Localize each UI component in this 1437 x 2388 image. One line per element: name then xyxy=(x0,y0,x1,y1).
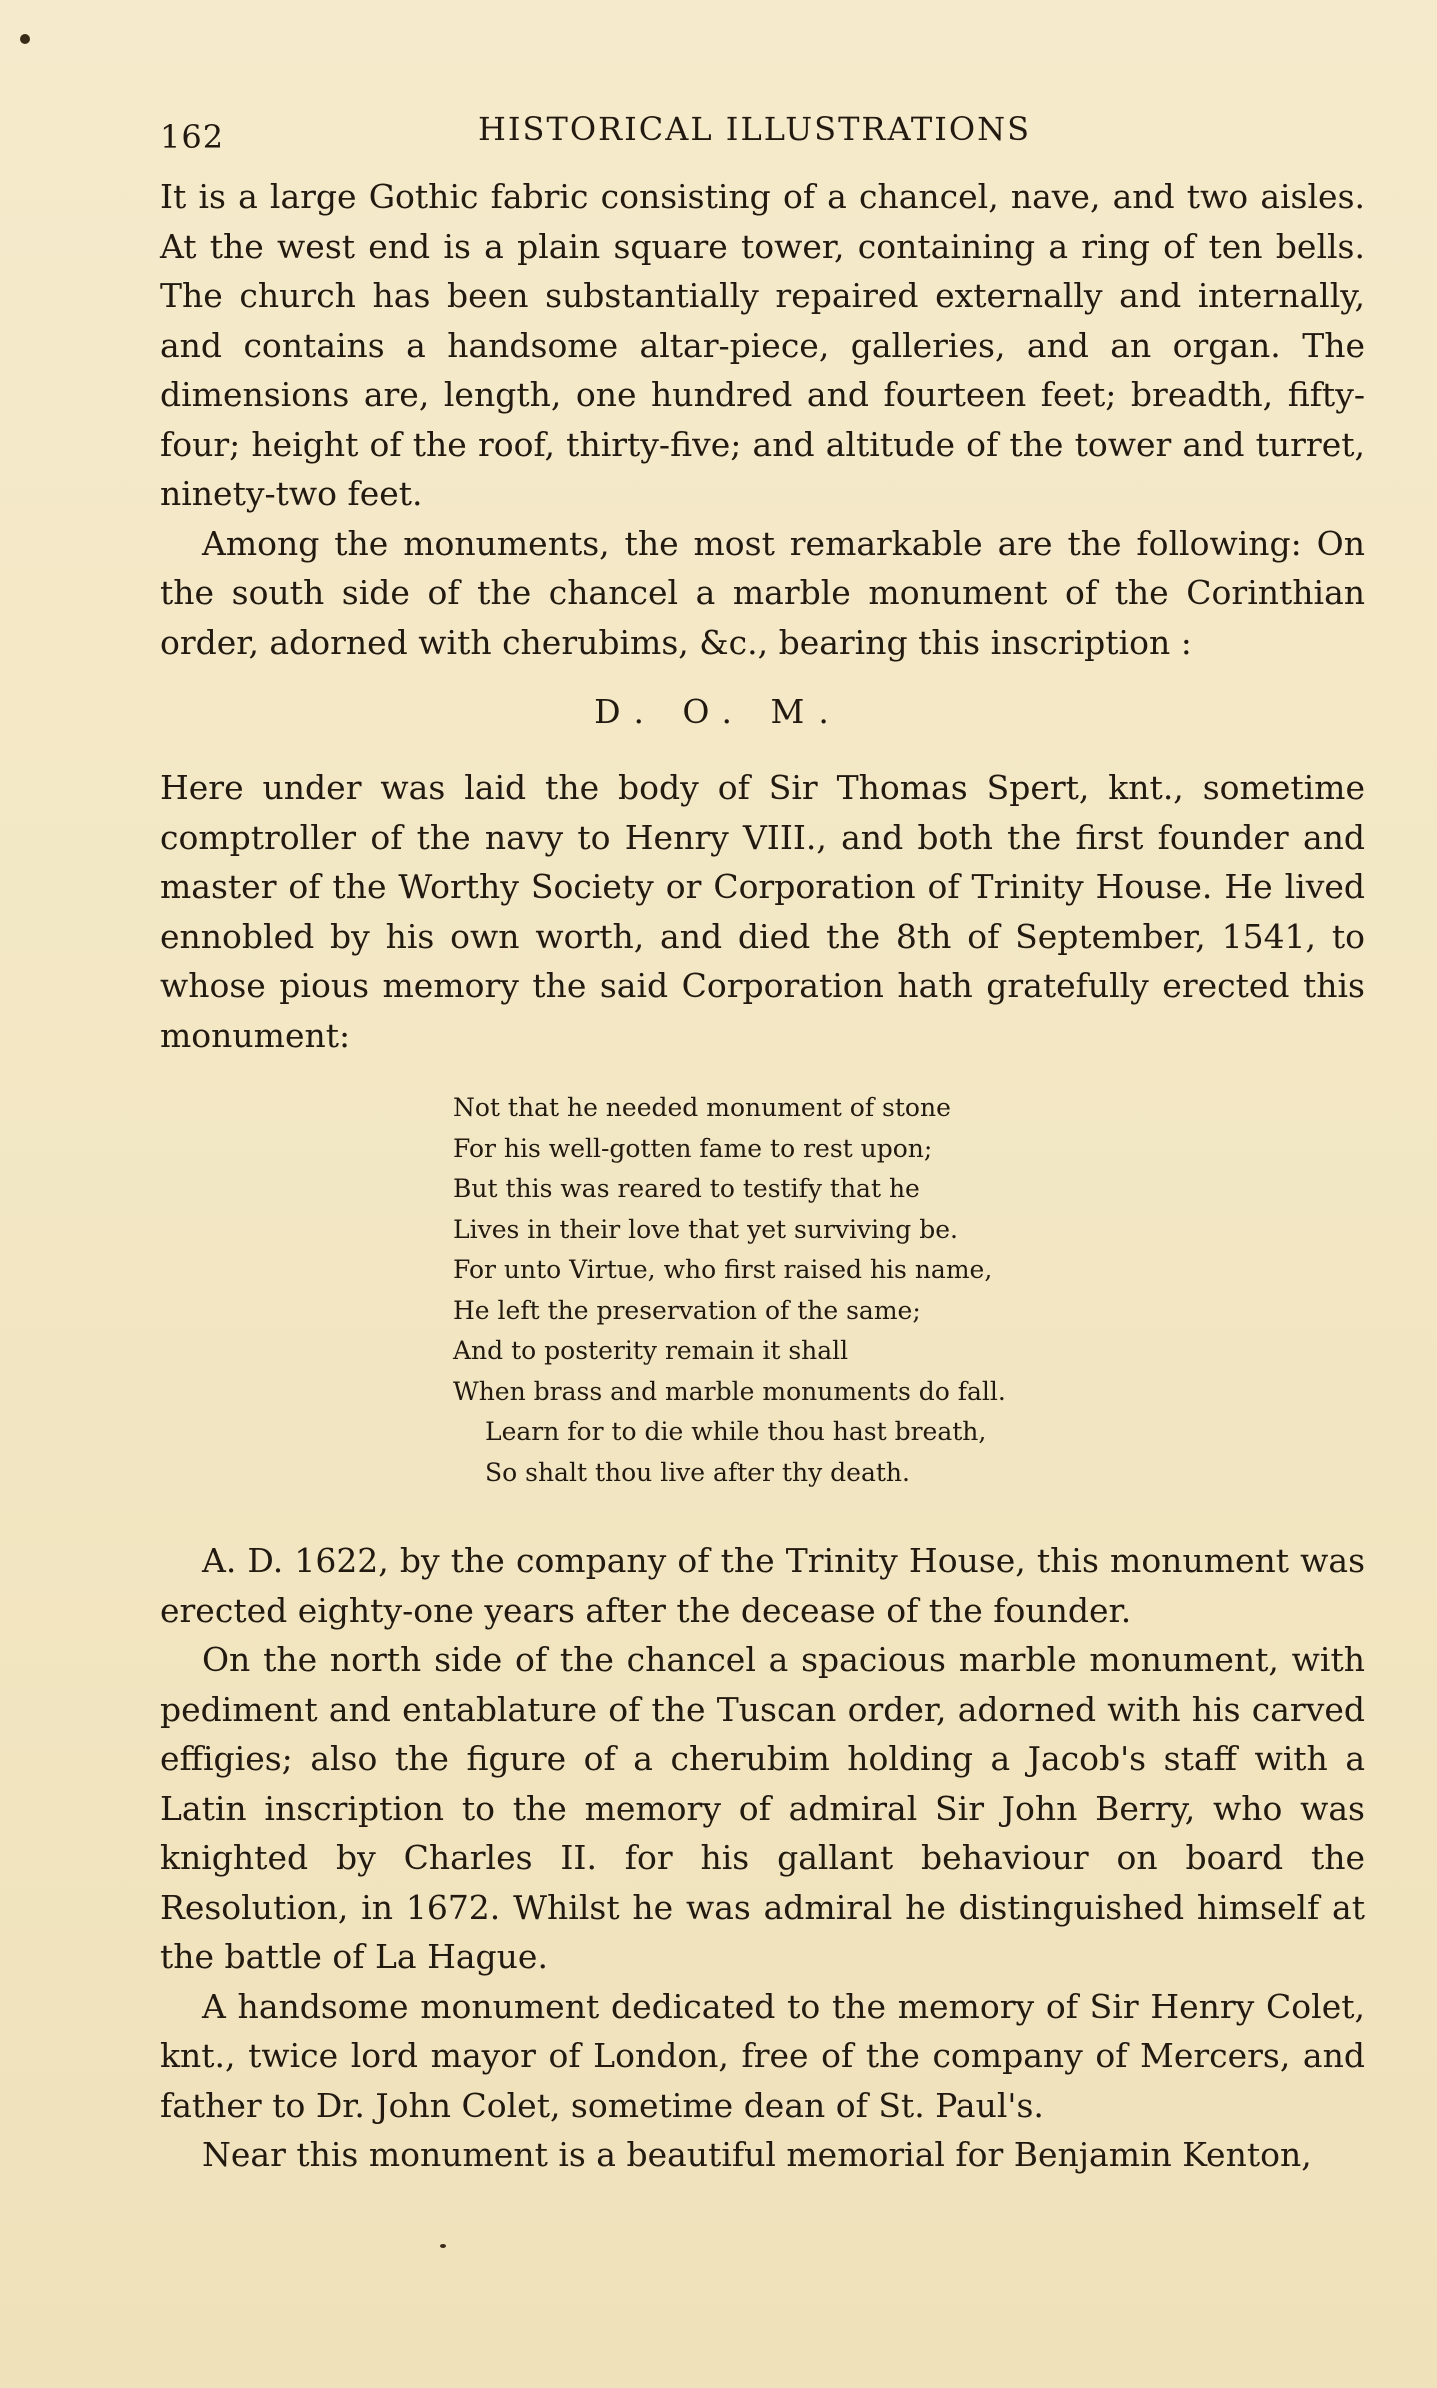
poem-line: He left the preservation of the same; xyxy=(453,1295,921,1325)
body-text-bottom xyxy=(160,1536,1365,2180)
paragraph-colet-monument: A handsome monument dedicated to the memory of Sir Henry Colet, knt., twice lord mayor of London, free of the company of Mercers, and father to Dr. John Colet, sometime dean of St. Paul's. xyxy=(160,1986,1365,2125)
poem-line: Lives in their love that yet surviving be. xyxy=(453,1214,958,1244)
poem-line: So shalt thou live after thy death. xyxy=(485,1457,910,1487)
poem-line: Not that he needed monument of stone xyxy=(453,1093,951,1122)
epitaph-poem xyxy=(453,1088,1006,1493)
paragraph-monuments-intro: Among the monuments, the most remarkable are the following: On the south side of the chancel a marble monument of the Corinthian order, adorned with cherubims, &c., bearing this inscription : xyxy=(160,523,1365,662)
page-header xyxy=(160,110,1367,154)
poem-line: And to posterity remain it shall xyxy=(453,1336,849,1365)
paragraph-church-description: It is a large Gothic fabric consisting of a chancel, nave, and two aisles. At the west end is a plain square tower, containing a ring of ten bells. The church has been substantially repaired externally and internally, and contains a handsome altar-piece, galleries, and an organ. The dimensions are, length, one hundred and fourteen feet; breadth, fifty-four; height of the roof, thirty-five; and altitude of the tower and turret, ninety-two feet. xyxy=(160,177,1365,513)
ink-speck xyxy=(440,2244,446,2248)
inscription-block xyxy=(160,763,1365,1060)
poem-line: But this was reared to testify that he xyxy=(453,1174,920,1203)
poem-line: When brass and marble monuments do fall. xyxy=(453,1376,1006,1406)
poem-line: Learn for to die while thou hast breath, xyxy=(485,1417,987,1446)
inscription-heading: D. O. M. xyxy=(594,692,843,731)
ink-speck xyxy=(20,34,30,44)
paragraph-north-side: On the north side of the chancel a spacious marble monument, with pediment and entablature of the Tuscan order, adorned with his carved effigies; also the figure of a cherubim holding a Jacob's staff with a Latin inscription to the memory of admiral Sir John Berry, who was knighted by Charles II. for his gallant behaviour on board the Resolution, in 1672. Whilst he was admiral he distinguished himself at the battle of La Hague. xyxy=(160,1640,1365,1976)
inscription-text: Here under was laid the body of Sir Thomas Spert, knt., sometime comptroller of the navy to Henry VIII., and both the first founder and master of the Worthy Society or Corporation of Trinity House. He lived ennobled by his own worth, and died the 8th of September, 1541, to whose pious memory the said Corporation hath gratefully erected this monument: xyxy=(160,768,1365,1055)
body-text-top xyxy=(160,172,1365,667)
paragraph-kenton-memorial: Near this monument is a beautiful memorial for Benjamin Kenton, xyxy=(202,2135,1312,2174)
page-number: 162 xyxy=(160,118,225,156)
poem-line: For unto Virtue, who first raised his name, xyxy=(453,1255,993,1284)
paragraph-monument-erected: A. D. 1622, by the company of the Trinity House, this monument was erected eighty-one years after the decease of the founder. xyxy=(160,1541,1365,1630)
poem-line: For his well-gotten fame to rest upon; xyxy=(453,1133,933,1163)
running-title: HISTORICAL ILLUSTRATIONS xyxy=(478,110,1032,148)
